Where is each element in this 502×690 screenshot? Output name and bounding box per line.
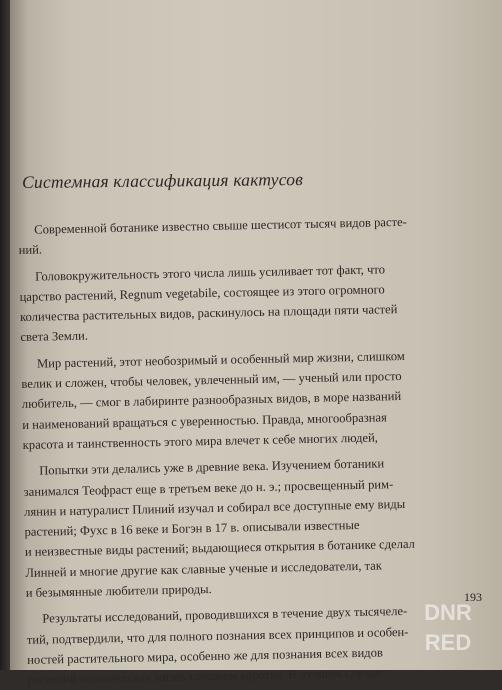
text-line: велик и сложен, чтобы человек, увлеченный им, — ученый или просто xyxy=(21,369,402,392)
section-title: Системная классификация кактусов xyxy=(22,169,304,192)
text-line: Линней и многие другие как славные ученые и исследователи, так xyxy=(25,558,383,580)
text-line: Современной ботанике известно свыше шестисот тысяч видов расте- xyxy=(34,214,407,237)
watermark-line-2: RED xyxy=(424,630,472,655)
text-line: света Земли. xyxy=(20,329,89,345)
text-line: ний. xyxy=(18,242,43,258)
text-line: любитель, — смог в лабиринте разнообразных видов, в море названий xyxy=(21,389,402,412)
text-line: Попытки эти делались уже в древние века. Изучением ботаники xyxy=(39,456,385,478)
text-line: ностей растительного мира, особенно же для познания всех видов xyxy=(27,645,384,667)
text-line: красота и таинственность этого мира влечет к себе многих людей, xyxy=(22,430,379,452)
text-line: и неизвестные виды растений; выдающиеся открытия в ботанике сделал xyxy=(24,537,416,560)
text-line: тий, подтвердили, что для полного познания всех принципов и особен- xyxy=(26,624,409,647)
watermark-logo xyxy=(402,598,494,662)
text-line: царство растений, Regnum vegetabile, состоящее из этого огромного xyxy=(19,282,385,304)
book-spine-shadow xyxy=(0,0,10,670)
watermark-line-1: DNR xyxy=(424,600,472,625)
text-line: и наименований вращаться с уверенностью. Правда, многообразная xyxy=(22,409,387,432)
text-line: Головокружительность этого числа лишь усиливает тот факт, что xyxy=(35,261,386,284)
text-line: растений человеческая жизнь слишком коротка. В лучшем случае xyxy=(27,665,381,688)
text-line: лянин и натуралист Плиний изучал и собирал все доступные ему виды xyxy=(23,496,406,519)
text-line: растений; Фухс в 16 веке и Богэн в 17 в. описывали известные xyxy=(24,518,360,540)
text-line: занимался Теофраст еще в третьем веке до н. э.; просвещенный рим- xyxy=(23,476,394,499)
text-line: и безымянные любители природы. xyxy=(25,582,212,600)
text-line: Мир растений, этот необозримый и особенный мир жизни, слишком xyxy=(36,348,405,371)
page-number: 193 xyxy=(464,590,482,604)
text-line: количества растительных видов, раскинулось на площади пяти частей xyxy=(19,302,398,325)
text-line: Результаты исследований, проводившихся в течение двух тысячеле- xyxy=(42,604,408,626)
